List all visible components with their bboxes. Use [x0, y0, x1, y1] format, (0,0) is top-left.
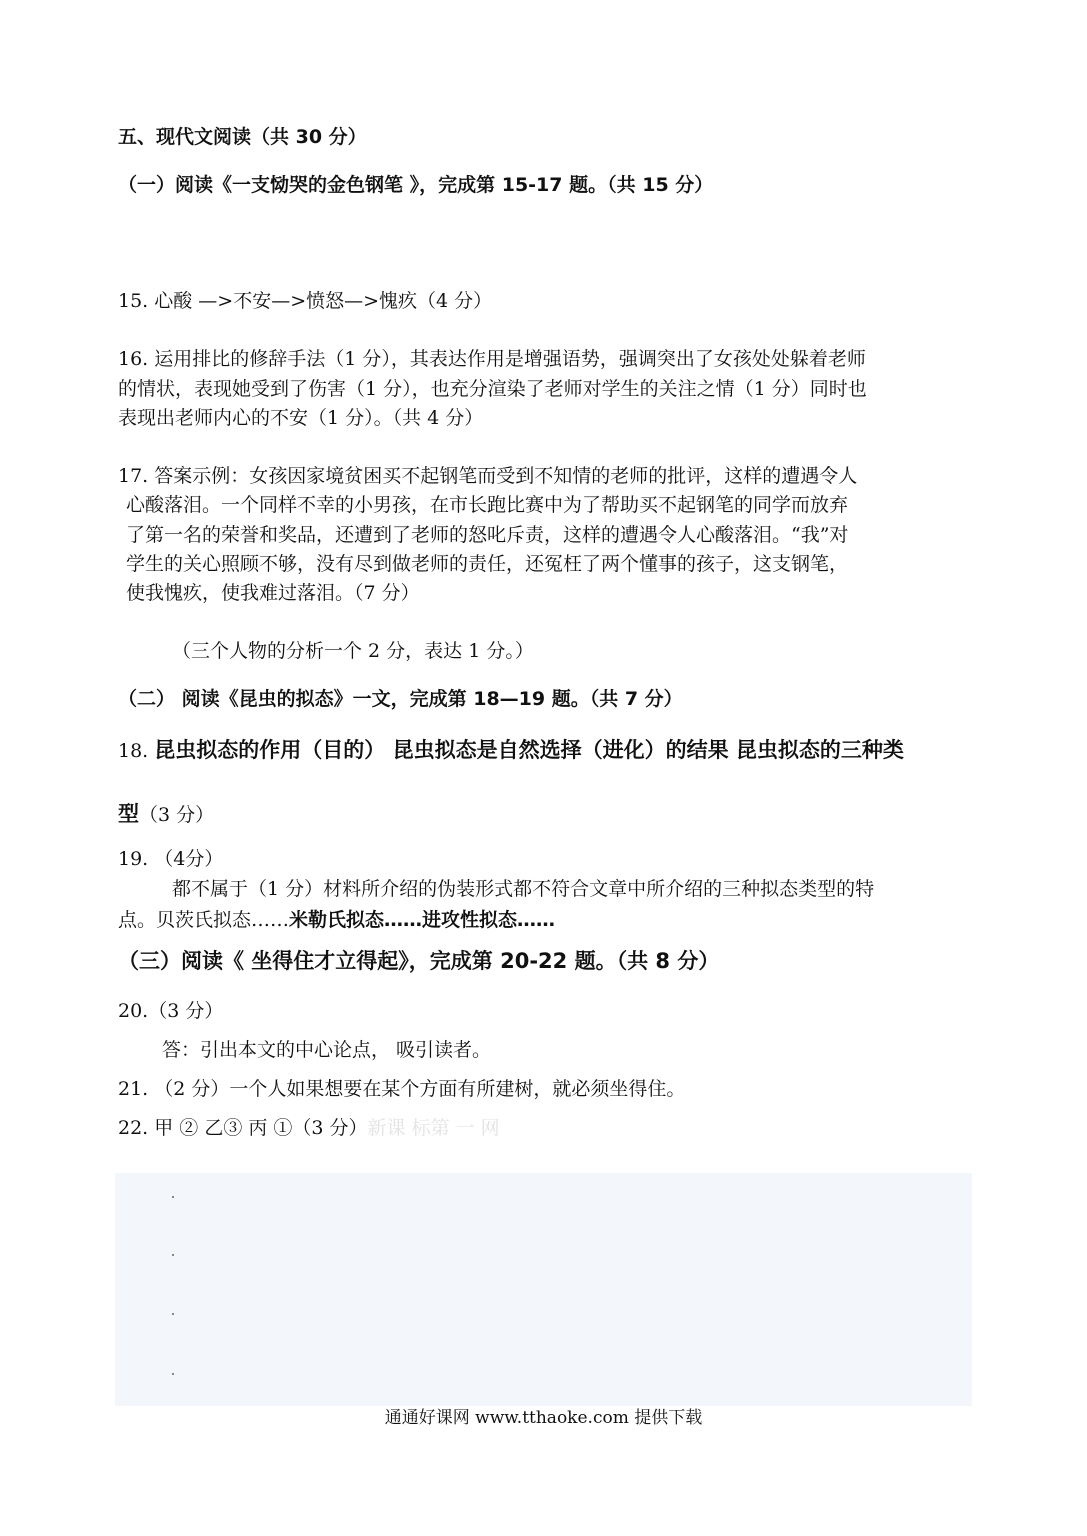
answer-17-line-5: 使我愧疚，使我难过落泪。（7 分） — [126, 582, 420, 604]
answer-18-body: 昆虫拟态的作用（目的） 昆虫拟态是自然选择（进化）的结果 昆虫拟态的三种类 — [154, 738, 904, 762]
answer-19-bold: 米勒氏拟态……进攻性拟态…… — [289, 909, 556, 931]
answer-18-tail: 型 — [118, 802, 139, 826]
part3-heading: （三）阅读《 坐得住才立得起》，完成第 20-22 题。（共 8 分） — [118, 949, 720, 973]
answer-21: 21. （2 分）一个人如果想要在某个方面有所建树，就必须坐得住。 — [118, 1078, 686, 1100]
part2-heading: （二） 阅读《昆虫的拟态》一文，完成第 18—19 题。（共 7 分） — [118, 688, 683, 710]
shaded-blank-area — [115, 1173, 972, 1406]
answer-19-line-2 — [118, 911, 555, 930]
answer-18-score: （3 分） — [139, 804, 215, 826]
answer-16-line-3: 表现出老师内心的不安（1 分）。（共 4 分） — [118, 407, 484, 429]
answer-17-note: （三个人物的分析一个 2 分，表达 1 分。） — [172, 640, 534, 662]
answer-20-label: 20.（3 分） — [118, 1000, 224, 1022]
section-title: 五、现代文阅读（共 30 分） — [118, 126, 367, 148]
answer-15: 15. 心酸 —>不安—>愤怒—>愧疚（4 分） — [118, 290, 493, 312]
answer-19-plain: 点。贝茨氏拟态…… — [118, 909, 290, 931]
answer-20-text: 答：引出本文的中心论点， 吸引读者。 — [162, 1039, 492, 1061]
answer-22-text: 22. 甲 ② 乙③ 丙 ①（3 分） — [118, 1117, 368, 1139]
answer-16-line-1: 16. 运用排比的修辞手法（1 分），其表达作用是增强语势，强调突出了女孩处处躲着老师 — [118, 348, 866, 370]
answer-17-line-4: 学生的关心照顾不够，没有尽到做老师的责任，还冤枉了两个懂事的孩子，这支钢笔， — [126, 553, 849, 575]
placeholder-dot-2 — [172, 1254, 174, 1256]
answer-22 — [118, 1119, 500, 1138]
placeholder-dot-3 — [172, 1313, 174, 1315]
answer-18-line-2 — [118, 804, 214, 825]
answer-18-line-1 — [118, 740, 904, 761]
footer: 通通好课网 www.tthaoke.com 提供下载 — [384, 1408, 703, 1428]
part1-heading: （一）阅读《一支恸哭的金色钢笔 》，完成第 15-17 题。（共 15 分） — [118, 174, 714, 196]
answer-19-label: 19. （4分） — [118, 848, 224, 870]
answer-17-line-2: 心酸落泪。一个同样不幸的小男孩，在市长跑比赛中为了帮助买不起钢笔的同学而放弃 — [126, 494, 849, 516]
placeholder-dot-1 — [172, 1196, 174, 1198]
answer-16-line-2: 的情状，表现她受到了伤害（1 分），也充分渲染了老师对学生的关注之情（1 分）同时也 — [118, 378, 867, 400]
answer-19-line-1: 都不属于（1 分）材料所介绍的伪装形式都不符合文章中所介绍的三种拟态类型的特 — [172, 878, 875, 900]
placeholder-dot-4 — [172, 1373, 174, 1375]
answer-17-line-3: 了第一名的荣誉和奖品，还遭到了老师的怒叱斥责，这样的遭遇令人心酸落泪。“我”对 — [126, 524, 849, 546]
answer-17-line-1: 17. 答案示例：女孩因家境贫困买不起钢笔而受到不知情的老师的批评，这样的遭遇令人 — [118, 465, 858, 487]
watermark-text: 新课 标第 一 网 — [367, 1117, 500, 1139]
answer-18-number: 18. — [118, 740, 149, 762]
